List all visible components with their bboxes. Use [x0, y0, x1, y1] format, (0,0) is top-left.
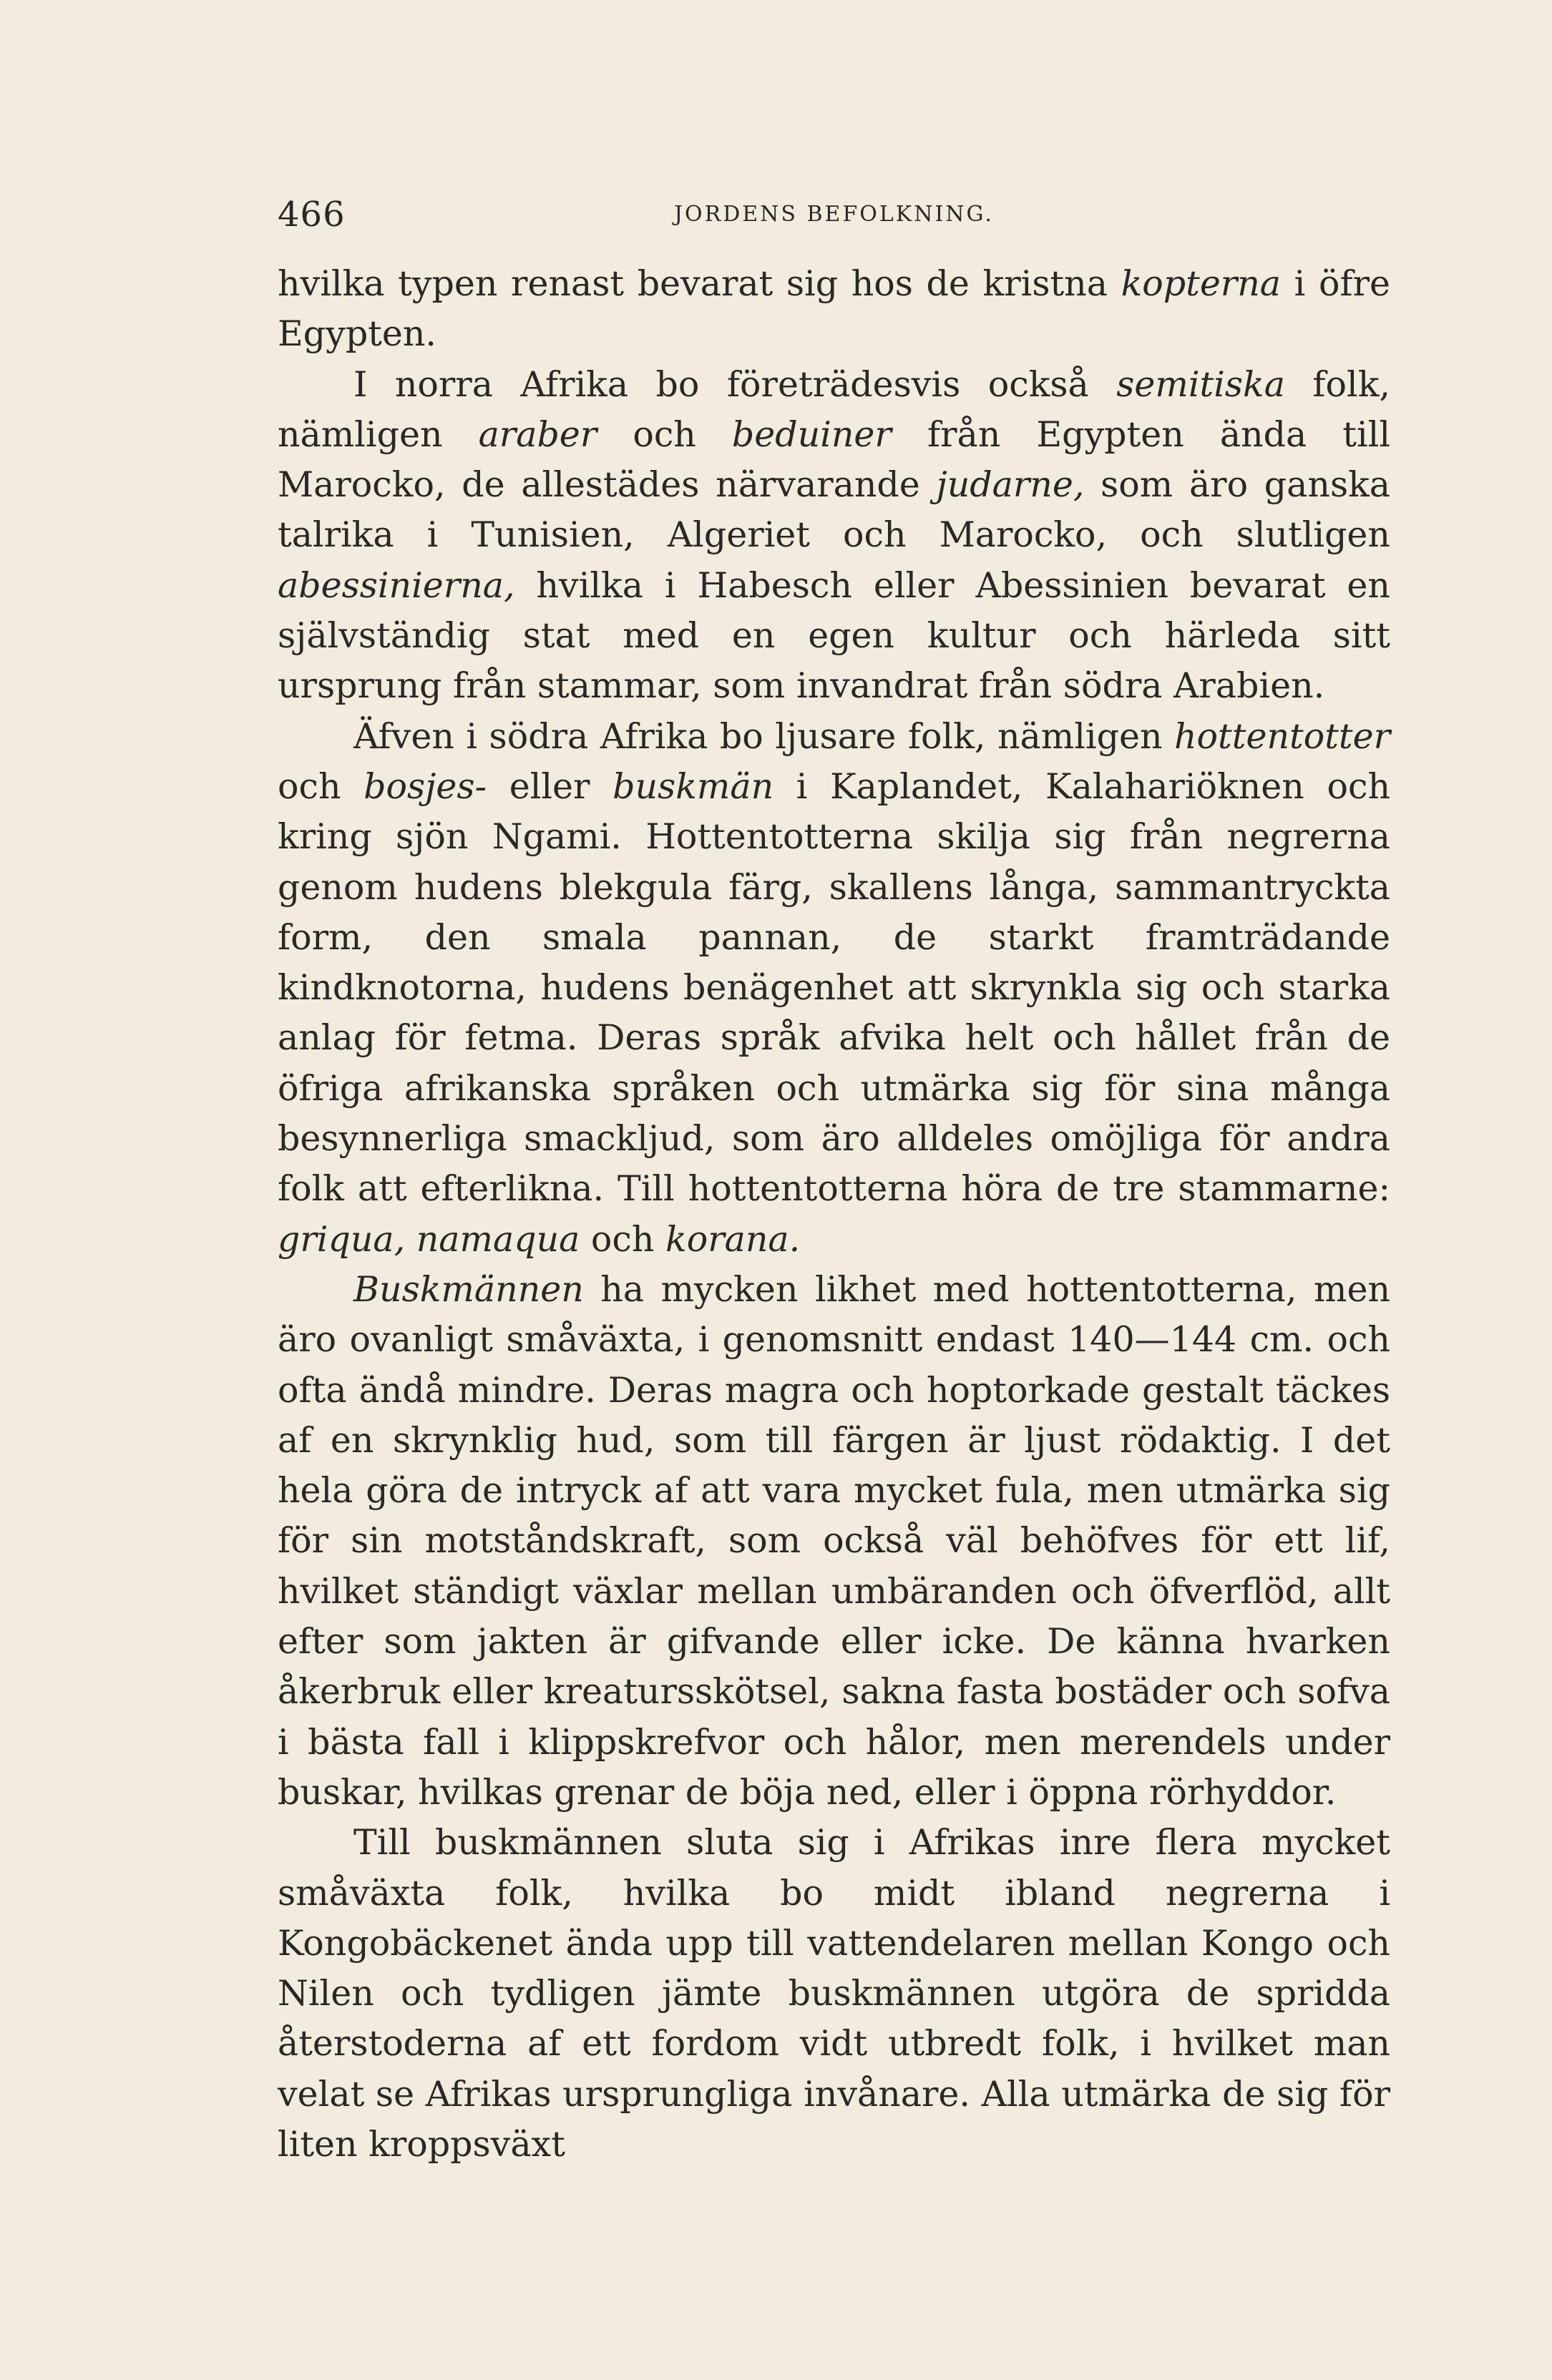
text-run: Äfven i södra Afrika bo ljusare folk, nämligen — [353, 715, 1174, 757]
text-run: och — [580, 1218, 665, 1260]
text-run: Till buskmännen sluta sig i Afrikas inre flera mycket småväxta folk, hvilka bo midt ibland negrerna i Kongobäckenet ända upp till vattendelaren mellan Kongo och Nilen och tydligen jämte buskmännen utgöra de spridda återstoderna af ett fordom vidt utbredt folk, i hvilket man velat se Afrikas ursprungliga invånare. Alla utmärka de sig för liten kroppsväxt — [278, 1822, 1390, 2165]
italic-term: buskmän — [612, 765, 774, 807]
italic-term: semitiska — [1116, 363, 1285, 405]
text-run: i Kaplandet, Kalahariöknen och kring sjön Ngami. Hottentotterna skilja sig från negrerna genom hudens blekgula färg, skallens långa, sammantryckta form, den smala pannan, de starkt framträdande kindknotorna, hudens benägenhet att skrynkla sig och starka anlag för fetma. Deras språk afvika helt och hållet från de öfriga afrikanska språken och utmärka sig för sina många besynnerliga smackljud, som äro alldeles omöjliga för andra folk att efterlikna. Till hottentotterna höra de tre stammarne: — [278, 765, 1390, 1210]
page-header — [278, 195, 1390, 245]
italic-term: griqua, namaqua — [278, 1218, 580, 1260]
text-run: från Egypten ända till Marocko, de allestädes närvarande — [278, 413, 1391, 506]
body-text — [278, 259, 1390, 2170]
italic-term: Buskmännen — [353, 1268, 584, 1310]
paragraph — [278, 1818, 1390, 2170]
paragraph — [278, 259, 1390, 360]
italic-term: bosjes- — [363, 765, 487, 807]
italic-term: judarne, — [936, 464, 1085, 506]
paragraph — [278, 1265, 1390, 1818]
text-run: ha mycken likhet med hottentotterna, men äro ovanligt småväxta, i genomsnitt endast 140—144 cm. och ofta ändå mindre. Deras magra och hoptorkade gestalt täckes af en skrynklig hud, som till färgen är ljust rödaktig. I det hela göra de intryck af att vara mycket fula, men utmärka sig för sin motståndskraft, som också väl behöfves för ett lif, hvilket ständigt växlar mellan umbäranden och öfverflöd, allt efter som jakten är gifvande eller icke. De känna hvarken åkerbruk eller kreatursskötsel, sakna fasta bostäder och sofva i bästa fall i klippskrefvor och hålor, men merendels under buskar, hvilkas grenar de böja ned, eller i öppna rörhyddor. — [278, 1268, 1390, 1813]
italic-term: araber — [478, 413, 597, 455]
text-run: som äro ganska talrika i Tunisien, Algeriet och Marocko, och slutligen — [278, 464, 1390, 556]
italic-term: abessinierna, — [278, 564, 515, 606]
running-title: JORDENS BEFOLKNING. — [674, 202, 994, 227]
text-run: hvilka typen renast bevarat sig hos de kristna — [278, 263, 1121, 304]
text-run: I norra Afrika bo företrädesvis också — [353, 363, 1117, 405]
italic-term: kopterna — [1121, 263, 1282, 304]
italic-term: korana. — [665, 1218, 801, 1260]
text-run: i öfre Egypten. — [278, 263, 1390, 355]
page-number: 466 — [278, 195, 346, 235]
text-run: och — [278, 765, 364, 807]
italic-term: hottentotter — [1174, 715, 1390, 757]
text-run: och — [597, 413, 732, 455]
text-run: folk, nämligen — [278, 363, 1390, 455]
text-run: hvilka i Habesch eller Abessinien bevarat en självständig stat med en egen kultur och härleda sitt ursprung från stammar, som invandrat från södra Arabien. — [278, 564, 1390, 707]
italic-term: beduiner — [731, 413, 892, 455]
text-run: eller — [487, 765, 613, 807]
paragraph — [278, 712, 1390, 1265]
paragraph — [278, 360, 1390, 712]
